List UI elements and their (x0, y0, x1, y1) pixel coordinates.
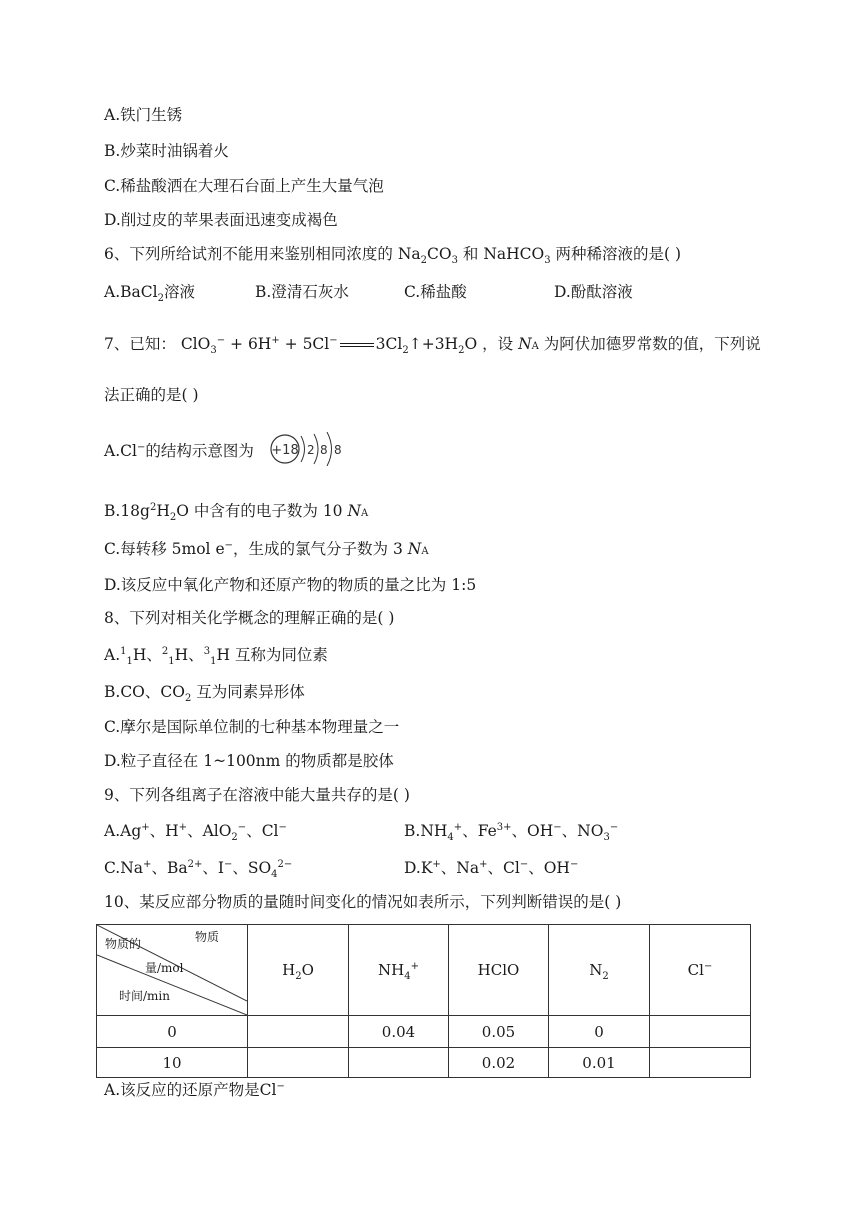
chlorine-ion-structure-diagram (268, 432, 348, 466)
q5-option-c: C.稀盐酸洒在大理石台面上产生大量气泡 (104, 177, 384, 195)
q6-option-b: B.澄清石灰水 (255, 283, 349, 301)
q7-option-c-pre: C.每转移 5mol (104, 540, 211, 558)
q9-option-b-label: B. (404, 822, 421, 840)
header-cl: Cl− (650, 925, 751, 1016)
header-amount-2: 量/mol (145, 961, 184, 975)
q6-formula-bacl2: BaCl$_2$ (120, 283, 164, 305)
q7-option-b-mid: 中含有的电子数为 10 (193, 502, 343, 520)
cell-nh4: 0.04 (349, 1016, 449, 1048)
q10-data-table (96, 924, 751, 1078)
header-nh4: $NH_4^+$ (349, 925, 449, 1016)
q8-option-a-text: 互称为同位素 (234, 646, 328, 664)
q6-option-a-text: 溶液 (163, 283, 195, 301)
q9-option-d-label: D. (404, 859, 421, 877)
cell-cl (650, 1016, 751, 1048)
q8-option-a (104, 644, 328, 666)
cell-n2: 0.01 (549, 1048, 650, 1078)
cell-cl (650, 1048, 751, 1078)
q6-option-d: D.酚酞溶液 (554, 283, 633, 301)
table-row (97, 1016, 751, 1048)
q8-option-c: C.摩尔是国际单位制的七种基本物理量之一 (104, 718, 400, 736)
q7-option-b-pre: B.18g (104, 502, 150, 520)
cell-n2: 0 (549, 1016, 650, 1048)
q7-option-c-mid: ，生成的氯气分子数为 3 (233, 540, 403, 558)
header-time: 时间/min (119, 989, 170, 1003)
q8-option-d: D.粒子直径在 1~100nm 的物质都是胶体 (104, 752, 394, 770)
q9-option-d: D.K+、Na+、Cl−、OH− (404, 858, 579, 877)
header-hclo: HClO (449, 925, 549, 1016)
q10-stem: 10、某反应部分物质的量随时间变化的情况如表所示，下列判断错误的是( ) (104, 893, 622, 911)
atom-shell-3: 8 (334, 443, 342, 457)
cell-time: 0 (97, 1016, 248, 1048)
q5-option-a: A.铁门生锈 (104, 106, 183, 124)
q10-option-a-text: A.该反应的还原产物是 (104, 1081, 260, 1099)
q7-stem-line2: 法正确的是( ) (104, 386, 199, 404)
q7-option-c: C.每转移 5mol e−，生成的氯气分子数为 3 NA (104, 539, 429, 558)
q6-option-c: C.稀盐酸 (404, 283, 467, 301)
cell-time: 10 (97, 1048, 248, 1078)
q9-option-a-label: A. (104, 822, 121, 840)
atom-shell-2: 8 (320, 443, 328, 457)
q6-option-a (104, 281, 195, 303)
table-header-row (97, 925, 751, 1016)
header-substance: 物质 (195, 930, 220, 944)
q9-option-a: A.Ag+、H+、AlO$_2$−、Cl− (104, 821, 287, 844)
q8-option-b-pre: B.CO、 (104, 683, 161, 701)
q7-na-symbol: N (518, 335, 532, 353)
q9-stem: 9、下列各组离子在溶液中能大量共存的是( ) (104, 786, 410, 804)
q6-formula-na2co3: $Na_2CO_3$ (397, 245, 458, 267)
cell-h2o (248, 1016, 349, 1048)
q5-option-b: B.炒菜时油锅着火 (104, 142, 229, 160)
cell-nh4 (349, 1048, 449, 1078)
q9-option-c-label: C. (104, 859, 121, 877)
q6-stem-mid: 和 (462, 245, 479, 263)
q6-formula-nahco3: NaHCO$_3$ (483, 245, 551, 267)
q6-stem (104, 243, 681, 265)
table-row (97, 1048, 751, 1078)
q6-stem-post: 两种稀溶液的是( ) (555, 245, 682, 263)
q6-stem-pre: 6、下列所给试剂不能用来鉴别相同浓度的 (104, 245, 393, 263)
atom-nucleus-label: +18 (271, 443, 299, 458)
q8-stem: 8、下列对相关化学概念的理解正确的是( ) (104, 609, 395, 627)
cell-hclo: 0.02 (449, 1048, 549, 1078)
q9-option-b: $B.NH_4^+$、$Fe^{3+}$、OH−、$NO_3^-$ (404, 821, 619, 844)
header-n2: $N_2$ (549, 925, 650, 1016)
q5-option-d: D.削过皮的苹果表面迅速变成褐色 (104, 211, 338, 229)
q7-option-a: A.Cl−的结构示意图为 (104, 441, 254, 460)
q7-stem-pre: 7、已知： (104, 335, 176, 353)
q8-isotopes: $^1_1$H、$^2_1$H、$^3_1$H (120, 645, 235, 668)
table-diagonal-header (97, 925, 248, 1016)
q8-option-a-label: A. (104, 646, 121, 664)
header-h2o: $H_2O$ (248, 925, 349, 1016)
q10-option-a: A.该反应的还原产物是Cl− (104, 1080, 285, 1099)
q8-option-b-post: 互为同素异形体 (196, 683, 305, 701)
q6-option-a-label: A. (104, 283, 121, 301)
q7-option-a-text: 的结构示意图为 (145, 442, 254, 460)
cell-hclo: 0.05 (449, 1016, 549, 1048)
q7-equation: ClO$_3$− + 6H+ + 5Cl− $3Cl_2↑+3H_2O$ (180, 334, 478, 357)
atom-shell-1: 2 (307, 443, 315, 457)
q7-option-a-label: A. (104, 442, 121, 460)
cell-h2o (248, 1048, 349, 1078)
q7-stem: 7、已知： ClO$_3$− + 6H+ + 5Cl− $3Cl_2↑+3H_2O$ ，设 NA 为阿伏加德罗常数的值，下列说 (104, 334, 761, 357)
q8-option-b: B.CO、$CO_2$ 互为同素异形体 (104, 683, 305, 705)
header-amount-1: 物质的 (105, 937, 142, 951)
q7-stem-tail: 为阿伏加德罗常数的值，下列说 (543, 335, 761, 353)
q7-option-d: D.该反应中氧化产物和还原产物的物质的量之比为 1:5 (104, 576, 477, 594)
q9-option-c: C.Na+、$Ba^{2+}$、I−、$SO_4^{2-}$ (104, 858, 293, 881)
q7-option-b: $B.18g^2H_2O$ 中含有的电子数为 10 NA (104, 501, 369, 524)
q7-stem-post: ，设 (482, 335, 514, 353)
